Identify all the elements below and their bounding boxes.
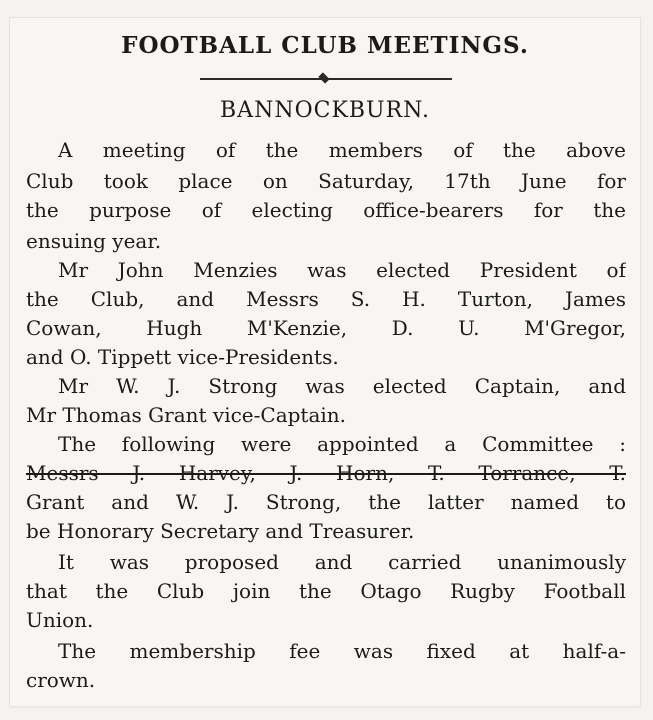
text-line: The following were appointed a Committee : — [58, 432, 626, 456]
text-line: It was proposed and carried unanimously — [58, 550, 626, 574]
text-line: ensuing year. — [26, 229, 162, 253]
text-line: Club took place on Saturday, 17th June for — [26, 169, 626, 193]
text-line: Grant and W. J. Strong, the latter named to — [26, 490, 626, 514]
text-line: the Club, and Messrs S. H. Turton, James — [26, 287, 626, 311]
text-line: be Honorary Secretary and Treasurer. — [26, 519, 415, 543]
newspaper-clipping — [10, 18, 640, 706]
article-title: FOOTBALL CLUB MEETINGS. — [121, 32, 529, 59]
text-line: crown. — [26, 668, 96, 692]
divider-ornament — [318, 72, 329, 83]
text-line: A meeting of the members of the above — [58, 138, 626, 162]
text-line-struck: Messrs J. Harvey, J. Horn, T. Torrance, T. — [26, 461, 626, 485]
text-line: Mr W. J. Strong was elected Captain, and — [58, 374, 626, 398]
text-line: that the Club join the Otago Rugby Football — [26, 579, 626, 603]
text-line: The membership fee was fixed at half-a- — [58, 639, 626, 663]
text-line: Mr John Menzies was elected President of — [58, 258, 626, 282]
text-line: Union. — [26, 608, 94, 632]
text-line: the purpose of electing office-bearers for the — [26, 198, 626, 222]
article-subtitle: BANNOCKBURN. — [220, 98, 430, 123]
text-line: Cowan, Hugh M'Kenzie, D. U. M'Gregor, — [26, 316, 626, 340]
text-line: and O. Tippett vice-Presidents. — [26, 345, 339, 369]
text-line: Mr Thomas Grant vice-Captain. — [26, 403, 347, 427]
